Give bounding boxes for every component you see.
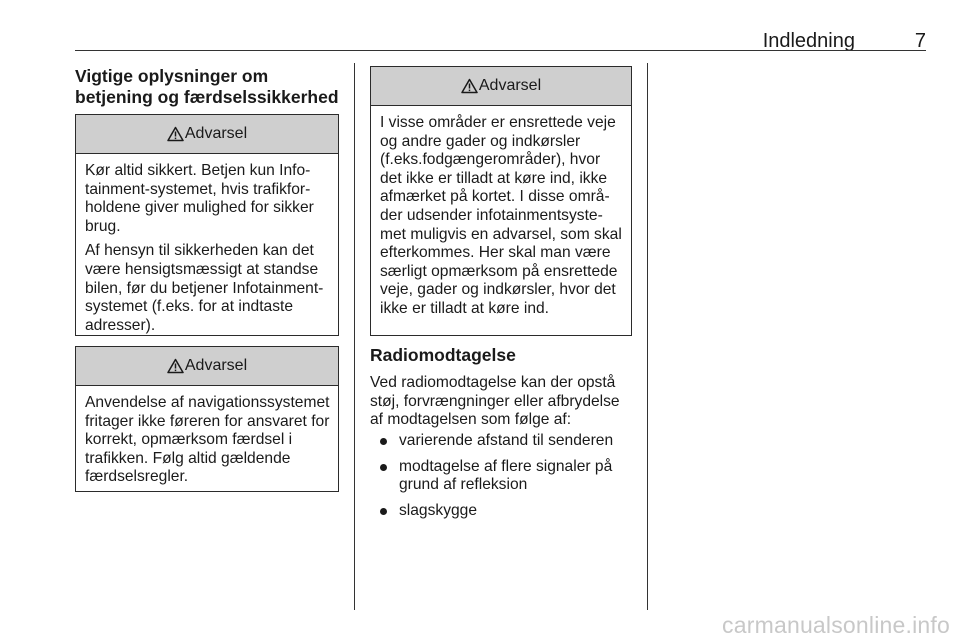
watermark: carmanualsonline.info [722,612,950,638]
chapter-title: Indledning [762,30,855,52]
warning-paragraph: I visse områder er ensrettede veje og andre gader og indkørsler (f.eks.fodgængerområder), hvor det ikke er tilladt at køre ind, ikke afmærket på kortet. I disse områder udsender infotainmentsystemet muligvis en advarsel, som skal efterkommes. Her skal man være særligt opmærksom på ensrettede veje, gader og indkørsler, hvor det ikke er tilladt at køre ind. [380,114,622,317]
warning-paragraph: Kør altid sikkert. Betjen kun Infotainment-systemet, hvis trafikforholdene giver mulighed for sikker brug. [85,162,314,235]
column-divider-left [354,63,355,610]
list-item: slagskygge [370,502,632,521]
warning-header [76,347,338,386]
list-item: modtagelse af flere signaler på grund af refleksion [370,458,632,495]
warning-header [371,67,631,106]
column-divider-right [647,63,648,610]
warning-paragraph: Anvendelse af navigationssystemet fritager ikke føreren for ansvaret for korrekt, opmærksom færdsel i trafikken. Følg altid gældende færdselsregler. [85,394,330,486]
page-number: 7 [914,30,926,52]
warning-paragraph: Af hensyn til sikkerheden kan det være hensigtsmæssigt at standse bilen, før du betjener Infotainment-systemet (f.eks. for at indtaste adresser). [85,242,324,334]
warning-body [76,154,338,343]
radio-intro: Ved radiomodtagelse kan der opstå støj, forvrængninger eller afbrydelse af modtagelsen som følge af: [370,374,620,429]
warning-body [76,386,338,495]
section-heading: Vigtige oplysninger om betjening og færdselssikkerhed [75,66,339,107]
header-divider [75,50,926,51]
list-item: varierende afstand til senderen [370,432,632,451]
warning-title: Advarsel [184,125,248,142]
warning-box [370,66,632,336]
warning-triangle-icon [167,358,184,374]
warning-title: Advarsel [184,357,248,374]
warning-box [75,114,339,336]
warning-body [371,106,631,327]
warning-triangle-icon [167,126,184,142]
warning-box [75,346,339,492]
warning-header [76,115,338,154]
radio-bullet-list [370,432,632,527]
radio-heading: Radiomodtagelse [370,345,516,365]
warning-title: Advarsel [478,77,542,94]
warning-triangle-icon [461,78,478,94]
